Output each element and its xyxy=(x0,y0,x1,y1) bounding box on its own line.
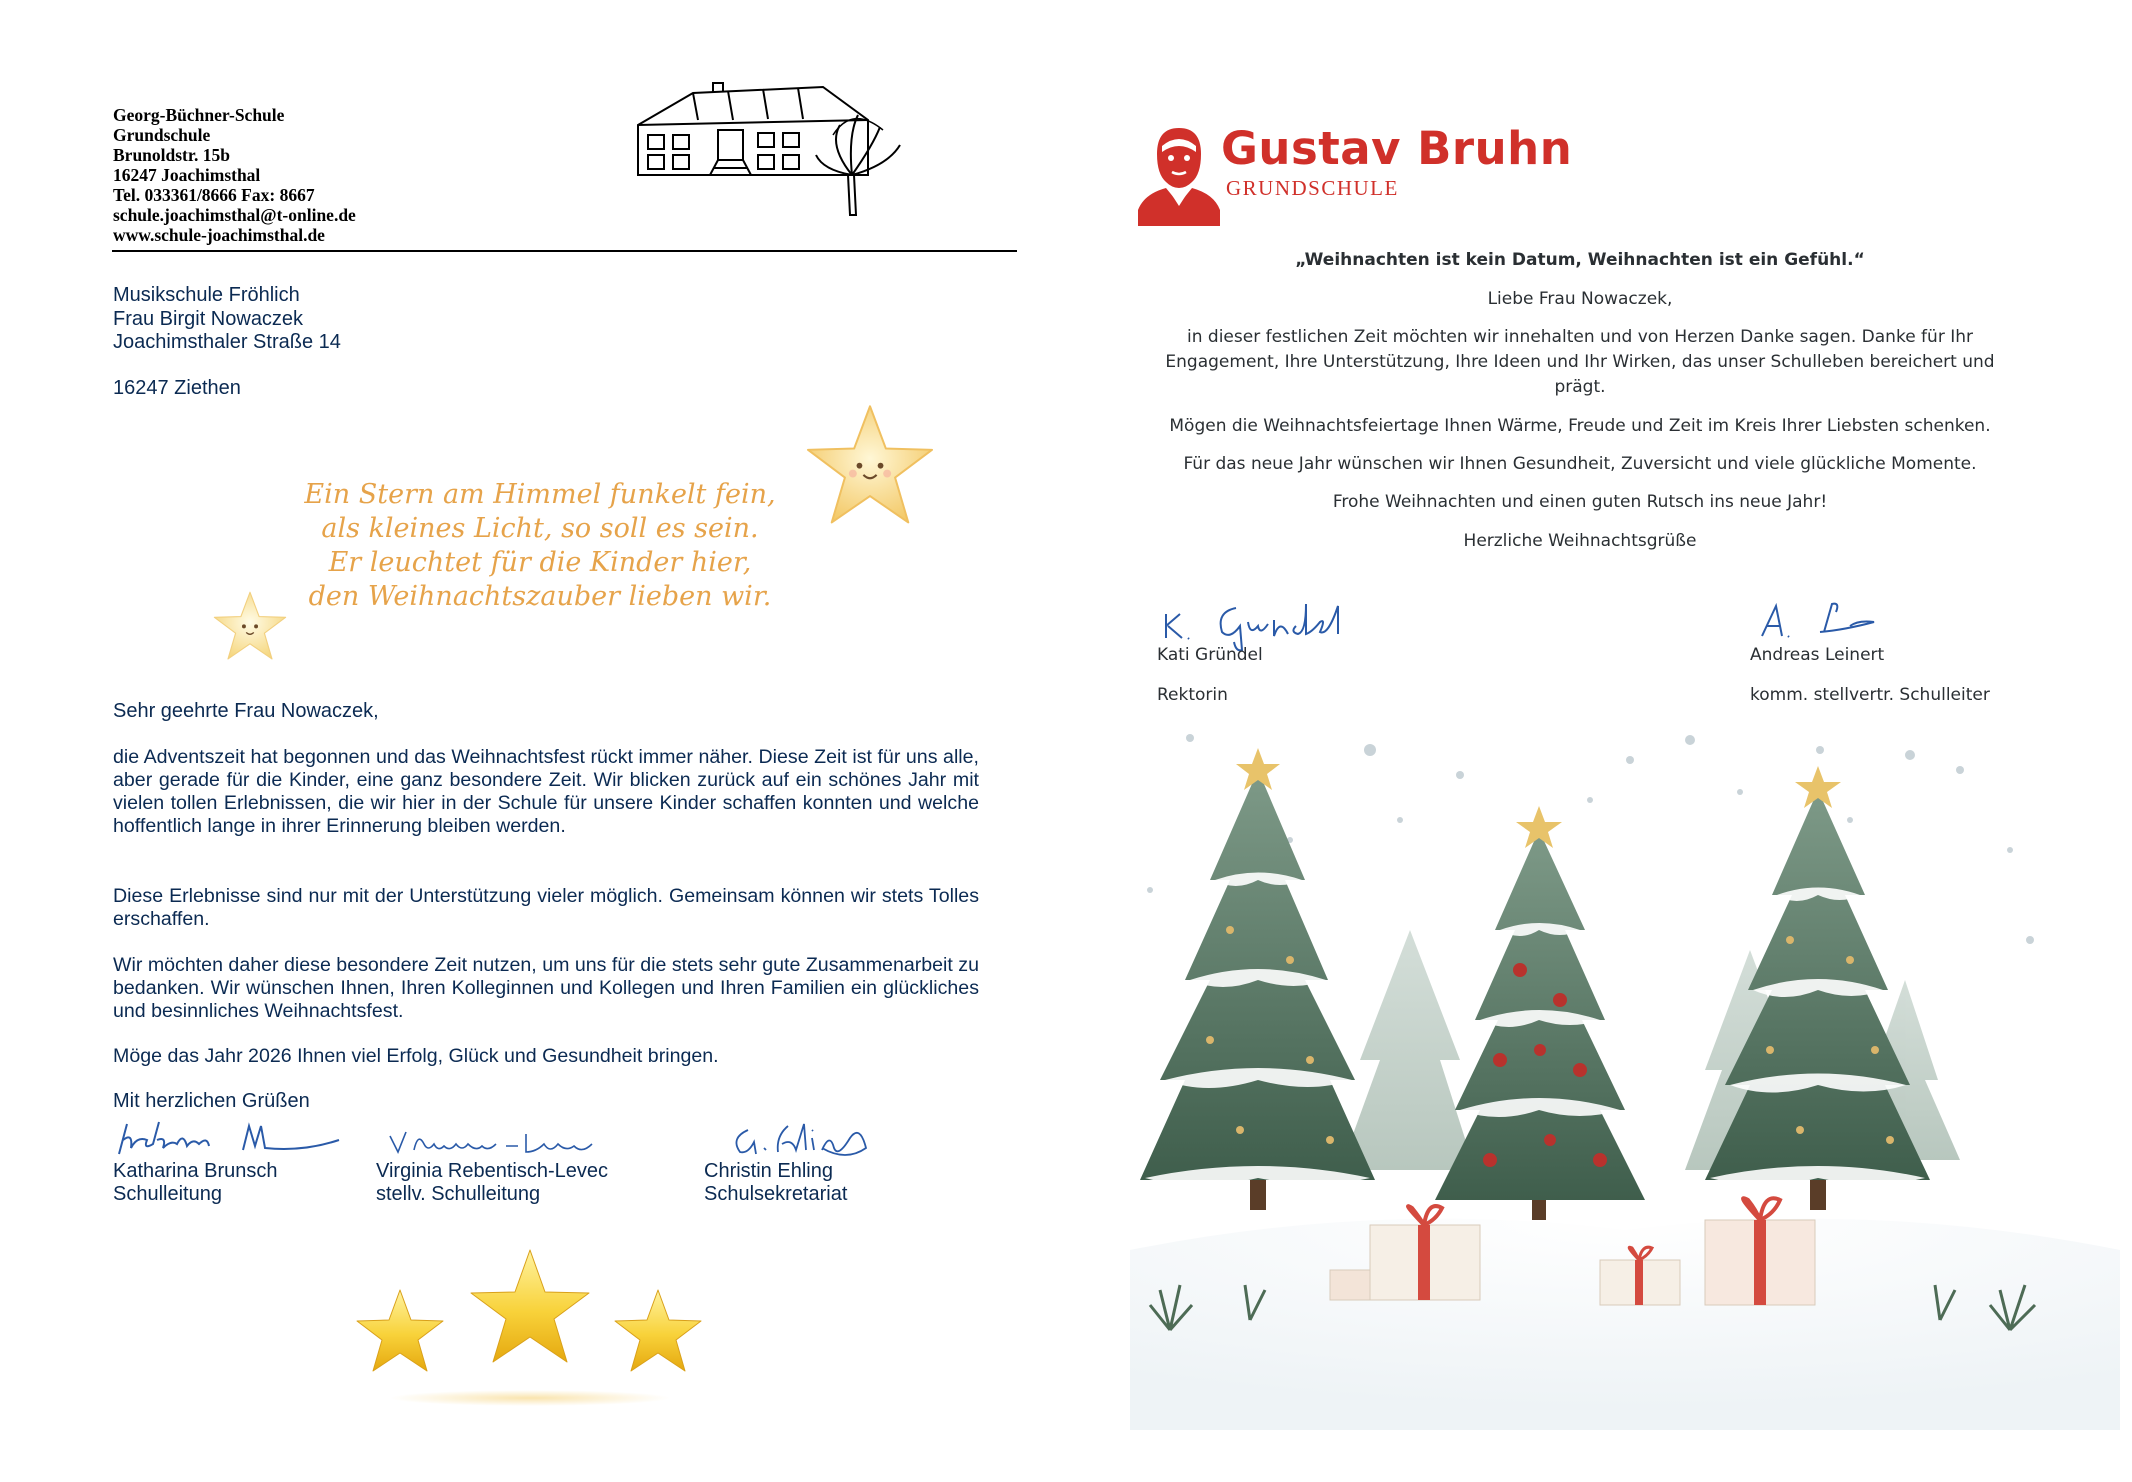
signatory-name: Christin Ehling xyxy=(704,1160,833,1182)
three-gold-stars-icon xyxy=(340,1248,720,1408)
recipient-name: Frau Birgit Nowaczek xyxy=(113,307,304,330)
signatory-role: stellv. Schulleitung xyxy=(376,1183,541,1205)
recipient-street: Joachimsthaler Straße 14 xyxy=(113,331,341,353)
christmas-trees-with-gifts-icon xyxy=(1130,730,2120,1430)
letterhead-divider xyxy=(112,250,1017,252)
brand-name: Gustav Bruhn xyxy=(1221,122,1573,175)
signature-block xyxy=(113,1160,278,1206)
school-name: Georg-Büchner-Schule xyxy=(113,105,285,125)
recipient-org: Musikschule Fröhlich xyxy=(113,284,300,306)
card-paragraph: Frohe Weihnachten und einen guten Rutsch ins neue Jahr! xyxy=(1332,492,1828,512)
school-website: www.schule-joachimsthal.de xyxy=(113,225,325,245)
signatory-role: Rektorin xyxy=(1157,685,1228,705)
school-type: Grundschule xyxy=(113,125,211,145)
card-quote: „Weihnachten ist kein Datum, Weihnachten ist ein Gefühl.“ xyxy=(1295,250,1865,270)
letter-paragraph: Möge das Jahr 2026 Ihnen viel Erfolg, Glück und Gesundheit bringen. xyxy=(113,1045,719,1067)
christmas-poem xyxy=(240,478,840,614)
letter-closing: Mit herzlichen Grüßen xyxy=(113,1090,310,1112)
card-closing: Herzliche Weihnachtsgrüße xyxy=(1463,531,1697,551)
signature-block xyxy=(376,1160,608,1206)
card-paragraph: Mögen die Weihnachtsfeiertage Ihnen Wärme, Freude und Zeit im Kreis Ihrer Liebsten schenken. xyxy=(1169,416,1991,436)
poem-line: Er leuchtet für die Kinder hier, xyxy=(328,547,752,578)
signatory-name: Virginia Rebentisch-Levec xyxy=(376,1160,608,1182)
signatory-role: Schulleitung xyxy=(113,1183,222,1205)
letter-paragraph: die Adventszeit hat begonnen und das Weihnachtsfest rückt immer näher. Diese Zeit ist für uns alle, aber gerade für die Kinder, eine ganz besondere Zeit. Wir blicken zurück auf ein schönes Jahr mit vielen tollen Erlebnissen, die wir hier in der Schule für unsere Kinder schaffen konnten und welche hoffentlich lange in ihrer Erinnerung bleiben werden. xyxy=(113,746,979,837)
signatory-role: Schulsekretariat xyxy=(704,1183,848,1205)
signature-block xyxy=(704,1160,847,1206)
school-city: 16247 Joachimsthal xyxy=(113,165,261,185)
school-building-sketch-icon xyxy=(618,75,918,225)
letter-salutation: Sehr geehrte Frau Nowaczek, xyxy=(113,700,379,722)
card-greeting: Liebe Frau Nowaczek, xyxy=(1487,289,1673,309)
letterhead xyxy=(113,105,673,245)
letter-paragraph: Wir möchten daher diese besondere Zeit nutzen, um uns für die stets sehr gute Zusammenarbeit zu bedanken. Wir wünschen Ihnen, Ihren Kolleginnen und Kollegen und Ihren Familien ein glückliches und besinnliches Weihnachtsfest. xyxy=(113,954,979,1022)
brand-subtitle: GRUNDSCHULE xyxy=(1226,176,1399,200)
signatory-name: Andreas Leinert xyxy=(1750,645,1885,665)
recipient-address xyxy=(113,284,341,400)
poem-line: Ein Stern am Himmel funkelt fein, xyxy=(304,479,776,510)
signatory-role: komm. stellvertr. Schulleiter xyxy=(1750,685,1990,705)
handwritten-signature-brunsch xyxy=(113,1118,343,1162)
card-paragraph: Für das neue Jahr wünschen wir Ihnen Gesundheit, Zuversicht und viele glückliche Momente. xyxy=(1183,454,1977,474)
handwritten-signature-gruendel xyxy=(1160,592,1370,652)
signatory-name: Kati Gründel xyxy=(1157,645,1263,665)
handwritten-signature-ehling xyxy=(726,1118,876,1162)
recipient-city: 16247 Ziethen xyxy=(113,376,241,399)
smiling-star-icon xyxy=(212,590,288,662)
school-christmas-card xyxy=(1100,0,2132,1482)
card-paragraph: in dieser festlichen Zeit möchten wir innehalten und von Herzen Danke sagen. Danke für Ihr Engagement, Ihre Unterstützung, Ihre Ideen und Ihr Wirken, das unser Schulleben bereichert und prägt. xyxy=(1165,327,1995,397)
school-phone-fax: Tel. 033361/8666 Fax: 8667 xyxy=(113,185,315,205)
poem-line: den Weihnachtszauber lieben wir. xyxy=(308,581,772,612)
letter-paragraph: Diese Erlebnisse sind nur mit der Unterstützung vieler möglich. Gemeinsam können wir stets Tolles erschaffen. xyxy=(113,885,979,930)
poem-line: als kleines Licht, so soll es sein. xyxy=(321,513,759,544)
handwritten-signature-rebentisch xyxy=(386,1126,606,1160)
school-street: Brunoldstr. 15b xyxy=(113,145,231,165)
portrait-logo-icon xyxy=(1132,122,1227,226)
school-email: schule.joachimsthal@t-online.de xyxy=(113,205,356,225)
signatory-name: Katharina Brunsch xyxy=(113,1160,278,1182)
handwritten-signature-leinert xyxy=(1754,596,1894,644)
